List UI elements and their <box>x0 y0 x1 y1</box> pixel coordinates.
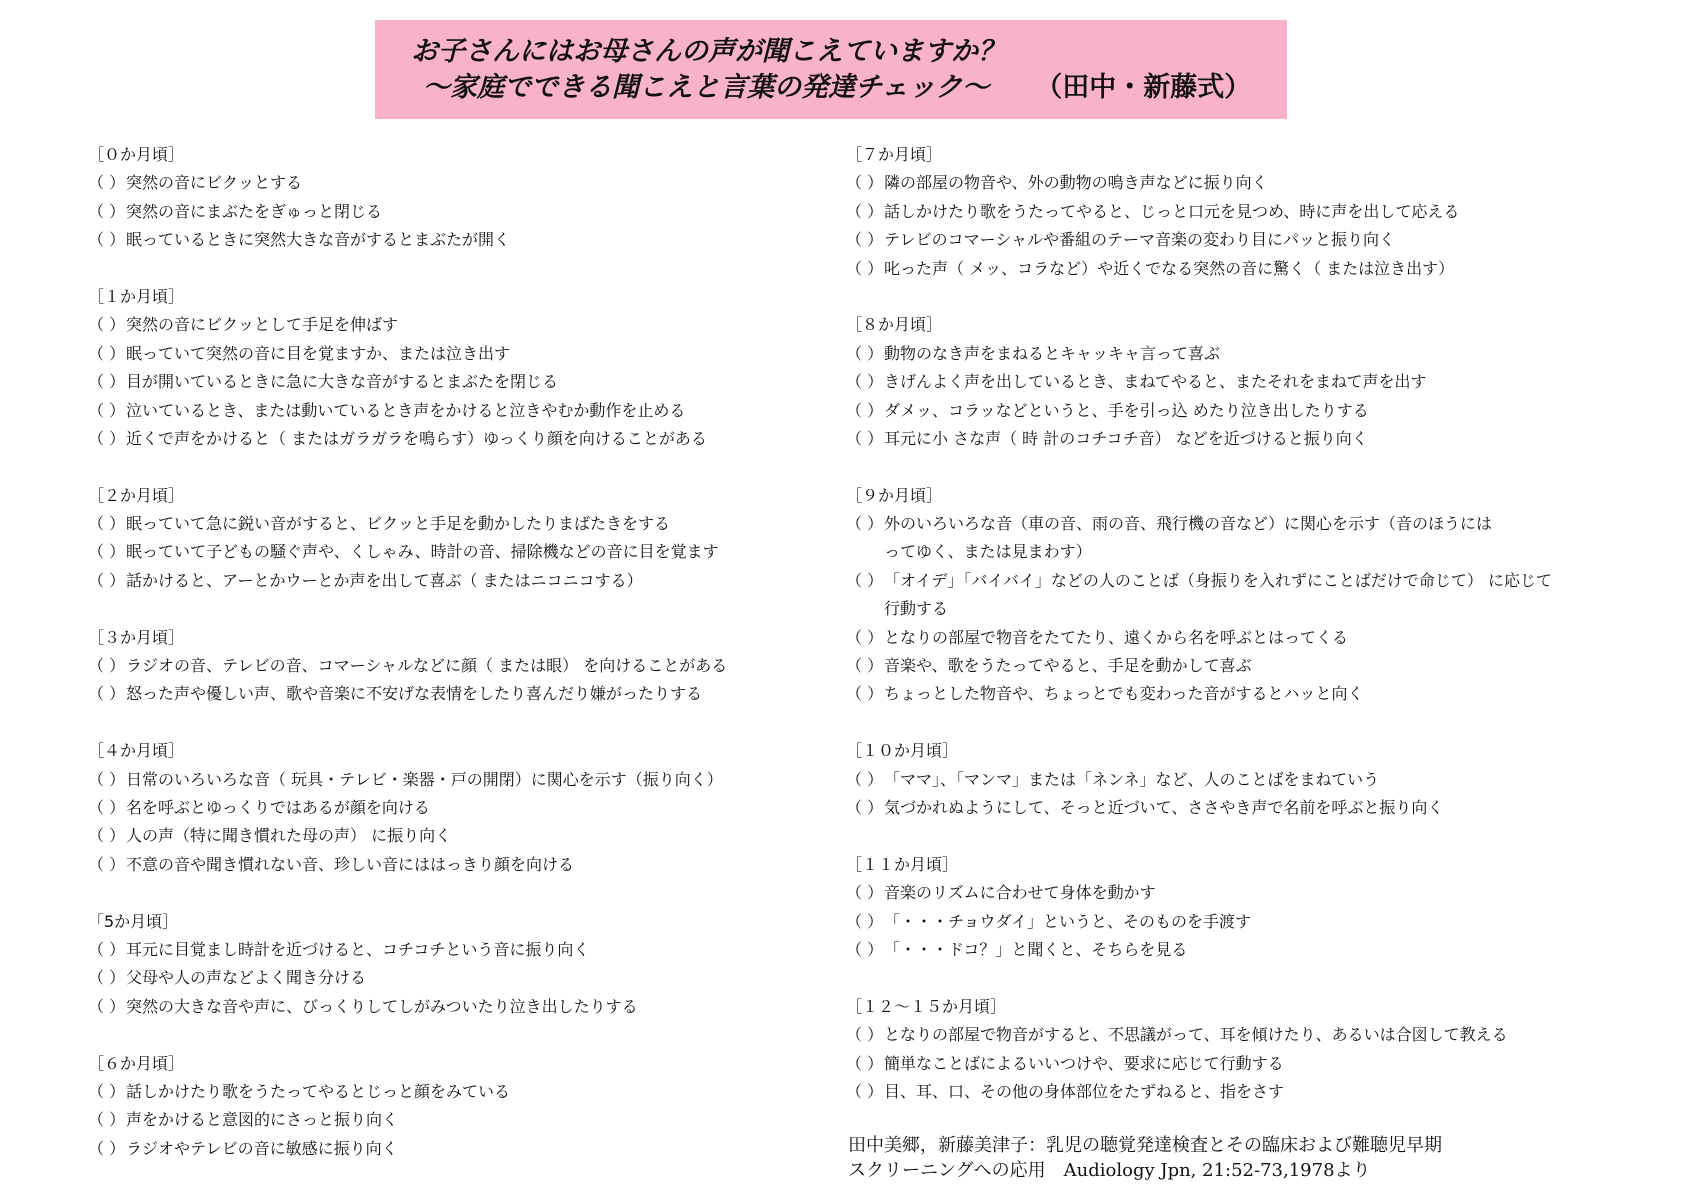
checkbox[interactable]: （ ） <box>846 684 884 704</box>
checklist-item <box>88 964 848 992</box>
checklist-item <box>846 624 1646 652</box>
checkbox[interactable]: （ ） <box>88 826 126 846</box>
checkbox[interactable]: （ ） <box>88 315 126 335</box>
checklist-item <box>846 368 1646 396</box>
section-heading: ［１２～１５か月頃］ <box>846 996 1007 1016</box>
checklist-item <box>88 680 848 708</box>
checkbox[interactable]: （ ） <box>846 201 884 221</box>
checkbox[interactable]: （ ） <box>846 656 884 676</box>
section-heading: ［８か月頃］ <box>846 315 943 335</box>
page-title: お子さんにはお母さんの声が聞こえていますか？ <box>411 36 1005 67</box>
section-spacer <box>88 709 848 737</box>
checklist-item-text: 近くで声をかけると（ またはガラガラを鳴らす）ゆっくり顔を向けることがある <box>126 428 707 448</box>
checkbox[interactable]: （ ） <box>846 428 884 448</box>
checkbox[interactable]: （ ） <box>846 230 884 250</box>
checklist-item <box>846 567 1646 595</box>
checklist-item <box>88 169 848 197</box>
page-subtitle <box>411 70 1287 106</box>
checklist-item <box>846 680 1646 708</box>
checklist-item <box>88 538 848 566</box>
checklist-item-text: 眠っていて突然の音に目を覚ますか、または泣き出す <box>126 343 511 363</box>
checklist-item <box>88 822 848 850</box>
checklist-item <box>88 1078 848 1106</box>
section-heading: ［６か月頃］ <box>88 1053 185 1073</box>
checkbox[interactable]: （ ） <box>88 1138 126 1158</box>
checklist-item <box>88 368 848 396</box>
section-spacer <box>88 1021 848 1049</box>
checklist-item-text: 話かけると、アーとかウーとか声を出して喜ぶ（ またはニコニコする） <box>126 570 643 590</box>
checklist-item-text: 動物のなき声をまねるとキャッキャ言って喜ぶ <box>884 343 1221 363</box>
checkbox[interactable]: （ ） <box>846 939 884 959</box>
citation <box>848 1133 1442 1183</box>
checklist-item-text: 父母や人の声などよく聞き分ける <box>126 968 367 988</box>
checkbox[interactable]: （ ） <box>846 627 884 647</box>
checklist-item-text: 目が開いているときに急に大きな音がするとまぶたを閉じる <box>126 372 559 392</box>
checklist-item <box>846 1021 1646 1049</box>
checklist-item-text: ラジオの音、テレビの音、コマーシャルなどに顔（ または眼） を向けることがある <box>126 656 728 676</box>
checklist-right-column <box>846 141 1646 1106</box>
checklist-item-text: 簡単なことばによるいいつけや、要求に応じて行動する <box>884 1053 1284 1073</box>
checklist-item <box>846 198 1646 226</box>
checkbox[interactable]: （ ） <box>88 1081 126 1101</box>
section-spacer <box>846 283 1646 311</box>
checklist-item-text: 耳元に小 さな声（ 時 計のコチコチ音） などを近づけると振り向く <box>884 428 1368 448</box>
checkbox[interactable]: （ ） <box>88 1110 126 1130</box>
checklist-item <box>846 652 1646 680</box>
checklist-item <box>88 652 848 680</box>
checklist-item-text: 隣の部屋の物音や、外の動物の鳴き声などに振り向く <box>884 173 1268 193</box>
checklist-item-text: 眠っていて急に鋭い音がすると、ビクッと手足を動かしたりまばたきをする <box>126 514 671 534</box>
checklist-item <box>88 567 848 595</box>
checkbox[interactable]: （ ） <box>88 570 126 590</box>
checkbox[interactable]: （ ） <box>88 343 126 363</box>
checklist-item-text: きげんよく声を出しているとき、まねてやると、またそれをまねて声を出す <box>884 372 1427 392</box>
section-heading: ［２か月頃］ <box>88 485 185 505</box>
checkbox[interactable]: （ ） <box>846 1081 884 1101</box>
checklist-item <box>88 936 848 964</box>
checkbox[interactable]: （ ） <box>846 1053 884 1073</box>
checklist-item <box>88 198 848 226</box>
checklist-left-column <box>88 141 848 1163</box>
section-heading: ［１１か月頃］ <box>846 854 959 874</box>
checklist-item-text: 「・・・チョウダイ」というと、そのものを手渡す <box>884 911 1252 931</box>
checklist-item <box>88 226 848 254</box>
checklist-item <box>846 226 1646 254</box>
checkbox[interactable]: （ ） <box>846 911 884 931</box>
checklist-item <box>88 851 848 879</box>
checkbox[interactable]: （ ） <box>846 514 884 534</box>
checkbox[interactable]: （ ） <box>88 656 126 676</box>
section-spacer <box>846 822 1646 850</box>
checkbox[interactable]: （ ） <box>88 230 126 250</box>
checklist-item <box>88 794 848 822</box>
checklist-item-text: 突然の音にビクッとする <box>126 173 303 193</box>
checklist-item-text: 気づかれぬようにして、そっと近づいて、ささやき声で名前を呼ぶと振り向く <box>884 797 1444 817</box>
checkbox[interactable]: （ ） <box>846 797 884 817</box>
checklist-item-text: 眠っていて子どもの騒ぐ声や、くしゃみ、時計の音、掃除機などの音に目を覚ます <box>126 542 719 562</box>
checkbox[interactable]: （ ） <box>88 684 126 704</box>
checklist-item-text: ラジオやテレビの音に敏感に振り向く <box>126 1138 398 1158</box>
checkbox[interactable]: （ ） <box>88 854 126 874</box>
checklist-item <box>88 311 848 339</box>
section-heading: ［９か月頃］ <box>846 485 943 505</box>
checkbox[interactable]: （ ） <box>846 400 884 420</box>
checklist-item <box>88 766 848 794</box>
checkbox[interactable]: （ ） <box>846 372 884 392</box>
checkbox[interactable]: （ ） <box>88 542 126 562</box>
checkbox[interactable]: （ ） <box>846 343 884 363</box>
checklist-item-text: ダメッ、コラッなどというと、手を引っ込 めたり泣き出したりする <box>884 400 1369 420</box>
checklist-item <box>846 340 1646 368</box>
checklist-item <box>846 879 1646 907</box>
section-spacer <box>88 879 848 907</box>
subtitle-text: ～家庭でできる聞こえと言葉の発達チェック～ <box>423 72 990 103</box>
checkbox[interactable]: （ ） <box>846 570 884 590</box>
checklist-item-text: 「・・・ドコ？」と聞くと、そちらを見る <box>884 939 1188 959</box>
checklist-item-text: 眠っているときに突然大きな音がするとまぶたが開く <box>126 230 511 250</box>
title-banner <box>375 20 1287 119</box>
checkbox[interactable]: （ ） <box>88 428 126 448</box>
checkbox[interactable]: （ ） <box>846 883 884 903</box>
checklist-item-text: 目、耳、口、その他の身体部位をたずねると、指をさす <box>884 1081 1285 1101</box>
checklist-item-text: 声をかけると意図的にさっと振り向く <box>126 1110 399 1130</box>
checklist-item-text: 外のいろいろな音（車の音、雨の音、飛行機の音など）に関心を示す（音のほうには <box>884 514 1493 534</box>
section-spacer <box>846 709 1646 737</box>
checklist-item-text: ちょっとした物音や、ちょっとでも変わった音がするとハッと向く <box>884 684 1364 704</box>
checkbox[interactable]: （ ） <box>88 372 126 392</box>
checkbox[interactable]: （ ） <box>88 769 126 789</box>
checklist-item <box>846 397 1646 425</box>
checklist-item-continuation: 行動する <box>884 599 949 619</box>
checklist-item-text: 突然の音にまぶたをぎゅっと閉じる <box>126 201 383 221</box>
checklist-item-text: 不意の音や聞き慣れない音、珍しい音にははっきり顔を向ける <box>126 854 575 874</box>
checklist-item-text: 話しかけたり歌をうたってやると、じっと口元を見つめ、時に声を出して応える <box>884 201 1460 221</box>
checklist-item <box>88 510 848 538</box>
checkbox[interactable]: （ ） <box>846 173 884 193</box>
checkbox[interactable]: （ ） <box>88 996 126 1016</box>
checklist-item <box>846 510 1646 538</box>
checklist-item-text: テレビのコマーシャルや番組のテーマ音楽の変わり目にパッと振り向く <box>884 230 1396 250</box>
section-heading: ［１か月頃］ <box>88 286 185 306</box>
checklist-item <box>846 794 1646 822</box>
checklist-item <box>846 169 1646 197</box>
checklist-item-text: となりの部屋で物音をたてたり、遠くから名を呼ぶとはってくる <box>884 627 1349 647</box>
section-heading: ［７か月頃］ <box>846 145 943 164</box>
checkbox[interactable]: （ ） <box>88 201 126 221</box>
checkbox[interactable]: （ ） <box>88 939 126 959</box>
checklist-item <box>88 1106 848 1134</box>
checklist-item <box>846 1050 1646 1078</box>
checklist-item <box>846 908 1646 936</box>
checklist-item-text: 突然の大きな音や声に、びっくりしてしがみついたり泣き出したりする <box>126 996 638 1016</box>
checklist-item-text: 突然の音にビクッとして手足を伸ばす <box>126 315 399 335</box>
checklist-item-text: となりの部屋で物音がすると、不思議がって、耳を傾けたり、あるいは合図して教える <box>884 1025 1508 1045</box>
checklist-item-text: 日常のいろいろな音（ 玩具・テレビ・楽器・戸の開閉）に関心を示す（振り向く） <box>126 769 723 789</box>
checkbox[interactable]: （ ） <box>846 258 884 278</box>
citation-line-1: 田中美郷，新藤美津子：乳児の聴覚発達検査とその臨床および難聴児早期 <box>848 1135 1442 1156</box>
section-heading: 「5か月頃］ <box>88 911 179 931</box>
section-heading: ［０か月頃］ <box>88 145 185 164</box>
checklist-item <box>846 255 1646 283</box>
checklist-item-text: 怒った声や優しい声、歌や音楽に不安げな表情をしたり喜んだり嫌がったりする <box>126 684 703 704</box>
checklist-item-continuation: ってゆく、または見まわす） <box>884 542 1092 562</box>
section-spacer <box>88 595 848 623</box>
checkbox[interactable]: （ ） <box>88 400 126 420</box>
checklist-item <box>846 766 1646 794</box>
checkbox[interactable]: （ ） <box>88 797 126 817</box>
title-author: （田中・新藤式） <box>1035 72 1252 103</box>
section-spacer <box>88 255 848 283</box>
checkbox[interactable]: （ ） <box>846 1025 884 1045</box>
section-spacer <box>846 453 1646 481</box>
checklist-item-text: 人の声（特に聞き慣れた母の声） に振り向く <box>126 826 452 846</box>
checklist-item-text: 音楽や、歌をうたってやると、手足を動かして喜ぶ <box>884 656 1252 676</box>
checklist-item-text: 「オイデ」「バイバイ」などの人のことば（身振りを入れずにことばだけで命じて） に応じて <box>884 570 1552 590</box>
checkbox[interactable]: （ ） <box>88 968 126 988</box>
checklist-item-text: 耳元に目覚まし時計を近づけると、コチコチという音に振り向く <box>126 939 590 959</box>
checklist-item <box>846 1078 1646 1106</box>
checklist-item-text: 音楽のリズムに合わせて身体を動かす <box>884 883 1156 903</box>
checklist-item <box>88 425 848 453</box>
checklist-item <box>88 397 848 425</box>
checklist-item <box>846 425 1646 453</box>
section-heading: ［４か月頃］ <box>88 741 185 761</box>
checklist-item <box>88 1135 848 1163</box>
checkbox[interactable]: （ ） <box>88 173 126 193</box>
checkbox[interactable]: （ ） <box>88 514 126 534</box>
checklist-item <box>88 993 848 1021</box>
checklist-item-text: 「ママ」、「マンマ」または「ネンネ」など、人のことばをまねていう <box>884 769 1380 789</box>
checklist-item-text: 叱った声（ メッ、コラなど）や近くでなる突然の音に驚く（ または泣き出す） <box>884 258 1455 278</box>
section-spacer <box>88 453 848 481</box>
section-heading: ［３か月頃］ <box>88 627 185 647</box>
checklist-item <box>88 340 848 368</box>
section-heading: ［１０か月頃］ <box>846 741 959 761</box>
checklist-item-text: 名を呼ぶとゆっくりではあるが顔を向ける <box>126 797 430 817</box>
checkbox[interactable]: （ ） <box>846 769 884 789</box>
checklist-item <box>846 936 1646 964</box>
checklist-item-text: 話しかけたり歌をうたってやるとじっと顔をみている <box>126 1081 511 1101</box>
citation-line-2: スクリーニングへの応用 Audiology Jpn, 21:52-73,1978より <box>848 1160 1371 1181</box>
checklist-item-text: 泣いているとき、または動いているとき声をかけると泣きやむか動作を止める <box>126 400 686 420</box>
section-spacer <box>846 964 1646 992</box>
